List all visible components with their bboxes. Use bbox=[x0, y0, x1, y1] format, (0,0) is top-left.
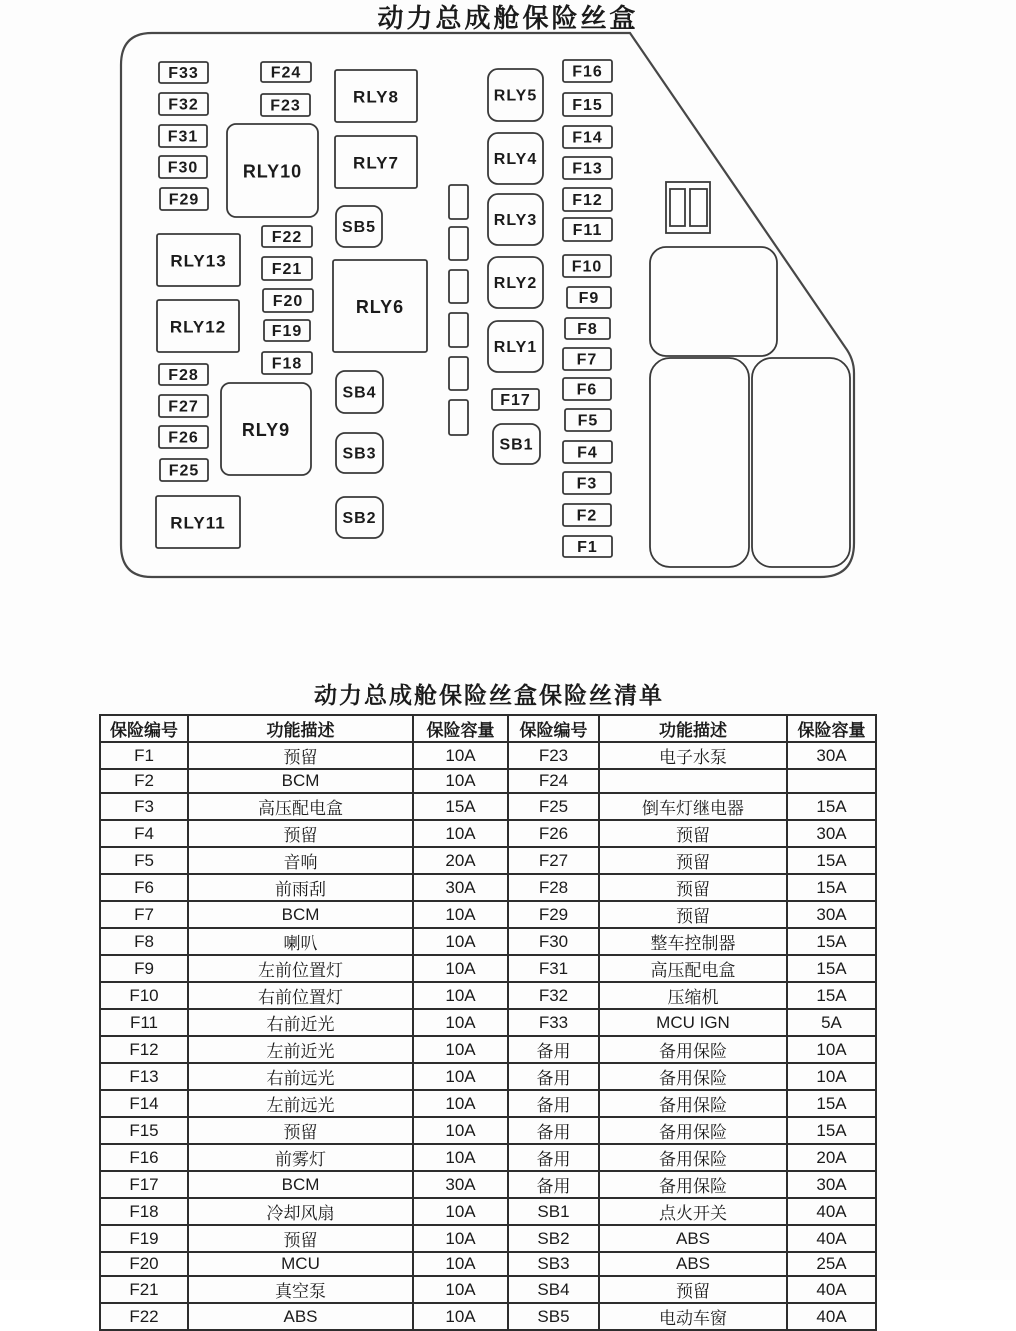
table-cell: 预留 bbox=[599, 1276, 787, 1303]
col-header: 保险编号 bbox=[508, 715, 599, 742]
table-row bbox=[100, 1171, 876, 1198]
table-cell: 40A bbox=[787, 1225, 876, 1252]
table-cell: 25A bbox=[787, 1252, 876, 1276]
table-cell: 备用保险 bbox=[599, 1117, 787, 1144]
fuse-F5-label: F5 bbox=[577, 412, 599, 430]
table-cell: 预留 bbox=[599, 820, 787, 847]
table-cell: 预留 bbox=[188, 820, 413, 847]
table-cell: 40A bbox=[787, 1198, 876, 1225]
table-row bbox=[100, 742, 876, 769]
relay-RLY5-label: RLY5 bbox=[493, 87, 538, 105]
fuse-F12-label: F12 bbox=[572, 192, 603, 209]
table-cell: F5 bbox=[100, 847, 188, 874]
table-cell: 10A bbox=[413, 1036, 508, 1063]
table-cell: 10A bbox=[413, 1144, 508, 1171]
table-cell: 15A bbox=[787, 955, 876, 982]
table-cell: 真空泵 bbox=[188, 1276, 413, 1303]
sb-fuse-SB5-label: SB5 bbox=[341, 219, 377, 236]
table-cell: F18 bbox=[100, 1198, 188, 1225]
table-cell: 前雾灯 bbox=[188, 1144, 413, 1171]
table-cell: F21 bbox=[100, 1276, 188, 1303]
table-cell: 左前远光 bbox=[188, 1090, 413, 1117]
table-cell: 10A bbox=[413, 982, 508, 1009]
table-cell: 高压配电盒 bbox=[599, 955, 787, 982]
empty-slot bbox=[449, 357, 468, 390]
table-cell: F6 bbox=[100, 874, 188, 901]
table-cell: 右前远光 bbox=[188, 1063, 413, 1090]
fuse-F27-label: F27 bbox=[168, 398, 199, 416]
table-cell: 10A bbox=[787, 1036, 876, 1063]
connector-pin bbox=[690, 189, 707, 226]
fuse-F21-label: F21 bbox=[271, 261, 303, 278]
table-cell: F8 bbox=[100, 928, 188, 955]
fuse-F18-label: F18 bbox=[271, 355, 303, 373]
table-cell: 电子水泵 bbox=[599, 742, 787, 769]
table-cell: 冷却风扇 bbox=[188, 1198, 413, 1225]
fuse-F20-label: F20 bbox=[272, 293, 304, 310]
table-cell: 10A bbox=[413, 742, 508, 769]
table-cell: F12 bbox=[100, 1036, 188, 1063]
table-cell: 10A bbox=[413, 901, 508, 928]
table-cell bbox=[599, 769, 787, 793]
table-cell: 10A bbox=[413, 1063, 508, 1090]
table-cell: 40A bbox=[787, 1303, 876, 1330]
table-header-row bbox=[100, 715, 876, 742]
relay-RLY2-label: RLY2 bbox=[493, 275, 538, 292]
sb-fuse-SB3-label: SB3 bbox=[342, 445, 377, 463]
fuse-F31-label: F31 bbox=[167, 128, 199, 146]
fuse-F7-label: F7 bbox=[576, 351, 598, 369]
fuse-F8-label: F8 bbox=[577, 321, 598, 338]
relay-RLY10-label: RLY10 bbox=[242, 161, 303, 182]
table-cell: 备用保险 bbox=[599, 1144, 787, 1171]
relay-RLY4-label: RLY4 bbox=[493, 151, 538, 168]
fuse-list-table bbox=[99, 714, 877, 1331]
relay-RLY8-label: RLY8 bbox=[353, 87, 399, 107]
table-cell: F1 bbox=[100, 742, 188, 769]
table-cell: SB2 bbox=[508, 1225, 599, 1252]
table-row bbox=[100, 1252, 876, 1276]
table-cell: 10A bbox=[413, 1303, 508, 1330]
table-cell: F32 bbox=[508, 982, 599, 1009]
relay-RLY6-label: RLY6 bbox=[355, 297, 405, 317]
table-cell: F26 bbox=[508, 820, 599, 847]
table-cell: 10A bbox=[413, 1225, 508, 1252]
relay-RLY3-label: RLY3 bbox=[493, 212, 538, 229]
table-row bbox=[100, 1117, 876, 1144]
table-cell: 预留 bbox=[599, 847, 787, 874]
fuse-F10-label: F10 bbox=[571, 258, 603, 276]
col-header: 保险编号 bbox=[100, 715, 188, 742]
fuse-F24-label: F24 bbox=[270, 64, 302, 82]
table-cell: 预留 bbox=[188, 1225, 413, 1252]
sb-fuse-SB1-label: SB1 bbox=[499, 436, 534, 454]
table-row bbox=[100, 1090, 876, 1117]
table-cell: F15 bbox=[100, 1117, 188, 1144]
fuse-F17-label: F17 bbox=[500, 392, 531, 409]
table-row bbox=[100, 1276, 876, 1303]
fuse-F1-label: F1 bbox=[577, 539, 598, 556]
table-cell: SB3 bbox=[508, 1252, 599, 1276]
table-cell: BCM bbox=[188, 1171, 413, 1198]
table-row bbox=[100, 928, 876, 955]
fusebox-diagram bbox=[0, 0, 1016, 640]
table-cell: 高压配电盒 bbox=[188, 793, 413, 820]
connector-pin bbox=[670, 189, 685, 226]
table-row bbox=[100, 820, 876, 847]
table-cell: F27 bbox=[508, 847, 599, 874]
table-cell: F17 bbox=[100, 1171, 188, 1198]
table-cell: 30A bbox=[787, 1171, 876, 1198]
table-cell: 压缩机 bbox=[599, 982, 787, 1009]
table-cell: BCM bbox=[188, 901, 413, 928]
table-cell: F9 bbox=[100, 955, 188, 982]
fuse-F15-label: F15 bbox=[572, 97, 603, 114]
table-cell: F28 bbox=[508, 874, 599, 901]
table-cell: 备用 bbox=[508, 1036, 599, 1063]
table-cell: 右前位置灯 bbox=[188, 982, 413, 1009]
table-cell: 预留 bbox=[599, 874, 787, 901]
table-row bbox=[100, 1303, 876, 1330]
fuse-list-title: 动力总成舱保险丝盒保险丝清单 bbox=[314, 682, 664, 708]
table-cell: 15A bbox=[787, 1117, 876, 1144]
table-cell: 15A bbox=[787, 793, 876, 820]
table-cell: 10A bbox=[413, 1252, 508, 1276]
table-cell: 40A bbox=[787, 1276, 876, 1303]
table-row bbox=[100, 1063, 876, 1090]
table-row bbox=[100, 1009, 876, 1036]
table-cell: 10A bbox=[787, 1063, 876, 1090]
table-cell: 10A bbox=[413, 928, 508, 955]
col-header: 功能描述 bbox=[599, 715, 787, 742]
relay-RLY13-label: RLY13 bbox=[170, 251, 227, 271]
table-cell: BCM bbox=[188, 769, 413, 793]
table-cell: 倒车灯继电器 bbox=[599, 793, 787, 820]
fuse-F4-label: F4 bbox=[577, 444, 598, 462]
empty-slot bbox=[449, 400, 468, 435]
table-cell: 10A bbox=[413, 820, 508, 847]
table-cell: 整车控制器 bbox=[599, 928, 787, 955]
table-cell: 备用 bbox=[508, 1090, 599, 1117]
table-cell: 10A bbox=[413, 1117, 508, 1144]
fuse-F32-label: F32 bbox=[168, 96, 199, 114]
table-cell: 20A bbox=[413, 847, 508, 874]
fuse-F2-label: F2 bbox=[576, 507, 598, 525]
table-row bbox=[100, 1225, 876, 1252]
relay-RLY12-label: RLY12 bbox=[169, 317, 227, 337]
blank-module bbox=[752, 358, 850, 567]
relay-RLY11-label: RLY11 bbox=[170, 513, 226, 533]
table-cell: F20 bbox=[100, 1252, 188, 1276]
relay-RLY1-label: RLY1 bbox=[493, 339, 538, 356]
table-cell: 前雨刮 bbox=[188, 874, 413, 901]
fuse-F3-label: F3 bbox=[576, 475, 598, 493]
table-row bbox=[100, 1036, 876, 1063]
empty-slot bbox=[449, 313, 468, 347]
table-cell: 10A bbox=[413, 1276, 508, 1303]
table-cell: 30A bbox=[787, 742, 876, 769]
relay-RLY9-label: RLY9 bbox=[241, 420, 291, 440]
fuse-F26-label: F26 bbox=[168, 429, 199, 447]
table-cell: 10A bbox=[413, 1198, 508, 1225]
table-cell: F31 bbox=[508, 955, 599, 982]
table-cell: 备用 bbox=[508, 1144, 599, 1171]
table-cell: MCU IGN bbox=[599, 1009, 787, 1036]
table-cell: 10A bbox=[413, 955, 508, 982]
table-cell: 20A bbox=[787, 1144, 876, 1171]
fuse-F16-label: F16 bbox=[572, 63, 603, 81]
table-cell: 30A bbox=[787, 820, 876, 847]
empty-slot bbox=[449, 185, 468, 219]
table-cell: 备用 bbox=[508, 1171, 599, 1198]
sb-fuse-SB4-label: SB4 bbox=[342, 384, 377, 402]
table-cell: 喇叭 bbox=[188, 928, 413, 955]
fuse-F29-label: F29 bbox=[168, 191, 200, 209]
table-cell: 左前位置灯 bbox=[188, 955, 413, 982]
fuse-F9-label: F9 bbox=[578, 290, 600, 307]
table-cell: F22 bbox=[100, 1303, 188, 1330]
table-cell: 预留 bbox=[188, 742, 413, 769]
table-cell: 10A bbox=[413, 769, 508, 793]
table-cell: 15A bbox=[787, 847, 876, 874]
table-cell: F11 bbox=[100, 1009, 188, 1036]
blank-module bbox=[650, 247, 777, 356]
table-cell: F7 bbox=[100, 901, 188, 928]
fuse-F13-label: F13 bbox=[572, 160, 603, 178]
table-cell: 15A bbox=[787, 1090, 876, 1117]
table-cell: 10A bbox=[413, 1009, 508, 1036]
table-cell: F16 bbox=[100, 1144, 188, 1171]
sb-fuse-SB2-label: SB2 bbox=[342, 510, 377, 527]
fuse-F25-label: F25 bbox=[168, 462, 200, 480]
table-cell: 预留 bbox=[599, 901, 787, 928]
table-cell: F19 bbox=[100, 1225, 188, 1252]
table-cell: 备用保险 bbox=[599, 1090, 787, 1117]
table-cell: MCU bbox=[188, 1252, 413, 1276]
table-cell: ABS bbox=[599, 1252, 787, 1276]
table-cell: F3 bbox=[100, 793, 188, 820]
table-cell: 10A bbox=[413, 1090, 508, 1117]
diagram-title: 动力总成舱保险丝盒 bbox=[377, 3, 639, 33]
table-cell: F30 bbox=[508, 928, 599, 955]
table-cell: 30A bbox=[413, 874, 508, 901]
table-cell: 15A bbox=[787, 928, 876, 955]
fuse-F33-label: F33 bbox=[168, 65, 199, 82]
table-row bbox=[100, 1198, 876, 1225]
fuse-F30-label: F30 bbox=[167, 159, 199, 177]
table-cell: 备用保险 bbox=[599, 1063, 787, 1090]
table-cell: 音响 bbox=[188, 847, 413, 874]
table-cell: F10 bbox=[100, 982, 188, 1009]
table-cell: F4 bbox=[100, 820, 188, 847]
table-cell: SB5 bbox=[508, 1303, 599, 1330]
empty-slot bbox=[449, 270, 468, 303]
table-cell: 30A bbox=[413, 1171, 508, 1198]
table-cell: 5A bbox=[787, 1009, 876, 1036]
blank-module bbox=[650, 358, 749, 567]
table-cell: F33 bbox=[508, 1009, 599, 1036]
table-cell: ABS bbox=[599, 1225, 787, 1252]
table-cell: F13 bbox=[100, 1063, 188, 1090]
col-header: 功能描述 bbox=[188, 715, 413, 742]
table-row bbox=[100, 847, 876, 874]
table-row bbox=[100, 1144, 876, 1171]
table-cell: F23 bbox=[508, 742, 599, 769]
table-row bbox=[100, 874, 876, 901]
table-cell: 15A bbox=[413, 793, 508, 820]
table-cell: 左前近光 bbox=[188, 1036, 413, 1063]
table-cell: 预留 bbox=[188, 1117, 413, 1144]
table-cell: F25 bbox=[508, 793, 599, 820]
table-cell: SB1 bbox=[508, 1198, 599, 1225]
table-cell: 15A bbox=[787, 874, 876, 901]
table-cell: 备用保险 bbox=[599, 1171, 787, 1198]
table-row bbox=[100, 955, 876, 982]
table-cell: 电动车窗 bbox=[599, 1303, 787, 1330]
table-cell: F14 bbox=[100, 1090, 188, 1117]
col-header: 保险容量 bbox=[787, 715, 876, 742]
relay-RLY7-label: RLY7 bbox=[353, 153, 399, 173]
table-cell: 备用保险 bbox=[599, 1036, 787, 1063]
table-row bbox=[100, 793, 876, 820]
table-row bbox=[100, 901, 876, 928]
table-cell: 30A bbox=[787, 901, 876, 928]
table-cell: SB4 bbox=[508, 1276, 599, 1303]
table-cell: 右前近光 bbox=[188, 1009, 413, 1036]
table-row bbox=[100, 769, 876, 793]
col-header: 保险容量 bbox=[413, 715, 508, 742]
fuse-F19-label: F19 bbox=[271, 323, 303, 340]
table-cell: F2 bbox=[100, 769, 188, 793]
fuse-F11-label: F11 bbox=[572, 222, 603, 239]
fuse-F6-label: F6 bbox=[576, 381, 598, 399]
table-row bbox=[100, 982, 876, 1009]
table-cell: 点火开关 bbox=[599, 1198, 787, 1225]
empty-slot bbox=[449, 227, 468, 260]
table-cell: F29 bbox=[508, 901, 599, 928]
table-cell: 备用 bbox=[508, 1117, 599, 1144]
fuse-F28-label: F28 bbox=[168, 367, 199, 384]
fuse-F14-label: F14 bbox=[572, 129, 603, 147]
table-cell: 备用 bbox=[508, 1063, 599, 1090]
table-cell bbox=[787, 769, 876, 793]
table-cell: ABS bbox=[188, 1303, 413, 1330]
fuse-F22-label: F22 bbox=[271, 229, 303, 246]
table-cell: F24 bbox=[508, 769, 599, 793]
table-cell: 15A bbox=[787, 982, 876, 1009]
fuse-F23-label: F23 bbox=[270, 97, 301, 115]
